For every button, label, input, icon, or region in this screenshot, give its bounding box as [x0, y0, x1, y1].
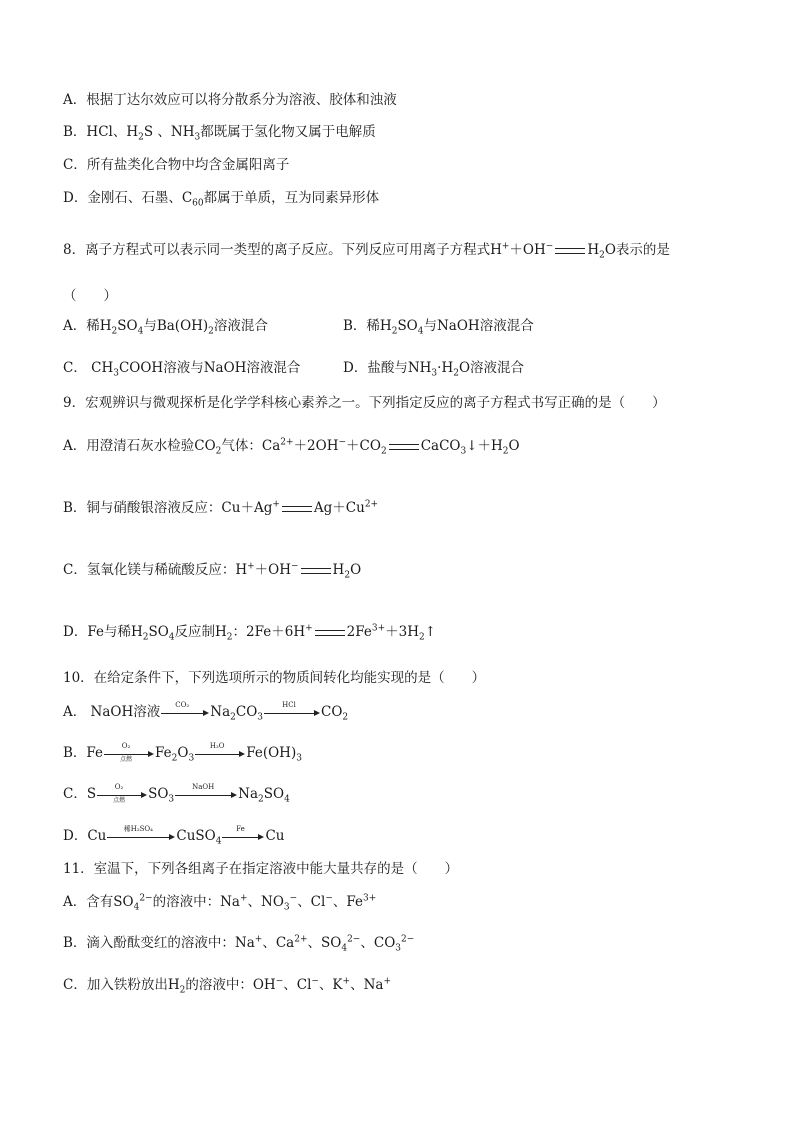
- text-run: 8．离子方程式可以表示同一类型的离子反应。下列反应可用离子方程式H: [63, 242, 502, 258]
- text-run: CuSO: [176, 828, 216, 844]
- text-run: 2−: [347, 934, 361, 945]
- reaction-arrow: [104, 741, 154, 763]
- q9-stem: [63, 393, 666, 415]
- text-run: −: [545, 241, 554, 252]
- text-run: ↓＋H: [466, 438, 503, 454]
- text-run: 、K: [318, 977, 343, 993]
- text-run: 9．宏观辨识与微观探析是化学学科核心素养之一。下列指定反应的离子方程式书写正确的是（ ）: [63, 395, 666, 411]
- text-run: +: [247, 561, 255, 572]
- text-run: B．Fe: [63, 745, 104, 761]
- text-run: Na: [210, 704, 231, 720]
- text-run: O: [350, 562, 362, 578]
- text-run: Fe: [236, 824, 245, 833]
- text-run: 2: [171, 753, 178, 764]
- text-run: H₂O: [209, 741, 225, 750]
- text-run: 2: [419, 632, 425, 643]
- text-run: 4: [284, 794, 290, 805]
- q7-option-a: [63, 90, 397, 112]
- text-run: CO: [235, 704, 258, 720]
- text-run: 2: [142, 632, 149, 643]
- equals-sign: [389, 444, 419, 450]
- text-run: SO: [263, 786, 285, 802]
- text-run: O: [508, 438, 520, 454]
- q10-option-a: [63, 702, 348, 724]
- text-run: 2: [230, 712, 236, 723]
- text-run: 4: [341, 943, 348, 954]
- text-run: ：2Fe＋6H: [232, 624, 306, 640]
- text-run: H: [332, 562, 345, 578]
- q10-option-c: [63, 784, 290, 806]
- reaction-arrow: [107, 824, 175, 844]
- text-run: D．Fe与稀H: [63, 624, 143, 640]
- text-run: 3: [113, 368, 119, 379]
- text-run: C．所有盐类化合物中均含金属阳离子: [63, 157, 290, 173]
- text-run: A． NaOH溶液: [63, 704, 161, 720]
- q10-stem: [63, 668, 485, 690]
- q11-stem: [63, 859, 458, 881]
- text-run: +: [272, 499, 280, 510]
- text-run: C．氢氧化镁与稀硫酸反应：H: [63, 562, 248, 578]
- q8-option-a: [63, 316, 268, 338]
- text-run: −: [325, 893, 333, 904]
- text-run: 2: [380, 446, 387, 457]
- text-run: −: [275, 976, 284, 987]
- text-run: 2: [599, 250, 605, 261]
- text-run: Na: [238, 786, 259, 802]
- text-run: SO: [148, 624, 169, 640]
- text-run: SO: [397, 318, 418, 334]
- text-run: CO₂: [175, 700, 190, 709]
- text-run: 4: [137, 326, 144, 337]
- reaction-arrow: [264, 700, 320, 720]
- reaction-arrow: [161, 700, 209, 720]
- text-run: （ ）: [63, 288, 117, 304]
- text-run: ＋OH: [509, 242, 546, 258]
- text-run: B．铜与硝酸银溶液反应：Cu＋Ag: [63, 500, 273, 516]
- q7-option-b: [63, 122, 376, 144]
- text-run: 2Fe: [346, 624, 372, 640]
- q8-option-c: [63, 358, 300, 380]
- text-run: NaOH: [192, 782, 215, 791]
- text-run: −: [338, 437, 347, 448]
- text-run: Cu: [265, 828, 285, 844]
- text-run: A．根据丁达尔效应可以将分散系分为溶液、胶体和浊液: [63, 92, 397, 108]
- text-run: 3+: [371, 623, 386, 634]
- text-run: 3: [431, 368, 438, 379]
- text-run: 3: [283, 902, 290, 913]
- reaction-arrow: [195, 741, 245, 761]
- q7-option-d: [63, 188, 379, 210]
- text-run: 4: [215, 836, 222, 847]
- text-run: 3: [257, 712, 263, 723]
- text-run: ＋3H: [385, 624, 420, 640]
- text-run: 2−: [139, 893, 153, 904]
- text-run: 3: [460, 446, 467, 457]
- text-run: 、Na: [350, 977, 384, 993]
- q9-option-d: [63, 622, 436, 644]
- text-run: 10．在给定条件下，下列选项所示的物质间转化均能实现的是（ ）: [63, 670, 486, 686]
- equals-sign: [315, 630, 345, 636]
- text-run: Fe(OH): [246, 745, 297, 761]
- text-run: 的溶液中：Na: [152, 894, 240, 910]
- text-run: 2: [111, 326, 118, 337]
- text-run: 与Ba(OH): [143, 318, 209, 334]
- text-run: C．S: [63, 786, 97, 802]
- text-run: 2: [138, 132, 144, 143]
- q11-option-b: [63, 933, 414, 955]
- text-run: CaCO: [420, 438, 461, 454]
- text-run: 3: [188, 753, 195, 764]
- text-run: 3: [395, 943, 401, 954]
- text-run: −: [291, 561, 299, 572]
- text-run: B．HCl、H: [63, 124, 139, 140]
- text-run: 2+: [280, 437, 294, 448]
- q8-option-b: [343, 316, 534, 338]
- text-run: 、CO: [360, 935, 396, 951]
- text-run: C．加入铁粉放出H: [63, 977, 180, 993]
- text-run: Fe: [155, 745, 172, 761]
- text-run: +: [501, 241, 510, 252]
- q8-paren: [63, 286, 117, 308]
- text-run: 2: [215, 446, 222, 457]
- text-run: A．用澄清石灰水检验CO: [63, 438, 216, 454]
- text-run: −: [311, 976, 319, 987]
- reaction-arrow: [175, 782, 237, 802]
- text-run: 2: [344, 570, 351, 581]
- text-run: B．稀H: [343, 318, 392, 334]
- text-run: 4: [417, 326, 424, 337]
- reaction-arrow: [222, 824, 264, 844]
- text-run: D．金刚石、石墨、C: [63, 190, 193, 206]
- text-run: ＋2OH: [293, 438, 339, 454]
- text-run: 都既属于氢化物又属于电解质: [200, 124, 376, 140]
- text-run: O₂: [121, 741, 131, 750]
- text-run: SO: [117, 318, 138, 334]
- text-run: +: [254, 934, 263, 945]
- text-run: H: [587, 242, 600, 258]
- text-run: ＋CO: [346, 438, 381, 454]
- q10-option-b: [63, 743, 302, 765]
- text-run: 2+: [294, 934, 308, 945]
- text-run: 稀H₂SO₄: [123, 824, 153, 833]
- text-run: 、Fe: [332, 894, 364, 910]
- text-run: 的溶液中：OH: [185, 977, 276, 993]
- text-run: +: [342, 976, 351, 987]
- q7-option-c: [63, 155, 289, 177]
- text-run: 3+: [363, 893, 377, 904]
- text-run: 3: [296, 753, 302, 764]
- text-run: B．滴入酚酞变红的溶液中：Na: [63, 935, 255, 951]
- text-run: O溶液混合: [458, 360, 525, 376]
- equals-sign: [555, 248, 585, 254]
- text-run: 4: [133, 902, 140, 913]
- text-run: 2: [502, 446, 509, 457]
- text-run: HCl: [282, 700, 296, 709]
- text-run: 2: [391, 326, 398, 337]
- text-run: D．Cu: [63, 828, 107, 844]
- text-run: 2: [226, 632, 233, 643]
- text-run: 、Cl: [283, 977, 312, 993]
- text-run: 4: [168, 632, 175, 643]
- text-run: S 、NH: [143, 124, 195, 140]
- equals-sign: [282, 506, 312, 512]
- text-run: D．盐酸与NH: [343, 360, 432, 376]
- q9-option-b: [63, 498, 378, 520]
- text-run: +: [305, 623, 313, 634]
- text-run: 2−: [401, 934, 415, 945]
- text-run: 2+: [364, 499, 379, 510]
- text-run: 、SO: [307, 935, 342, 951]
- text-run: 、Cl: [297, 894, 326, 910]
- text-run: 60: [192, 198, 204, 209]
- text-run: ＋OH: [254, 562, 291, 578]
- equals-sign: [301, 568, 331, 574]
- text-run: A．含有SO: [63, 894, 134, 910]
- q8-stem: [63, 240, 670, 262]
- text-run: SO: [148, 786, 169, 802]
- text-run: CO: [321, 704, 343, 720]
- q9-option-c: [63, 560, 361, 582]
- text-run: +: [383, 976, 391, 987]
- text-run: 气体：Ca: [221, 438, 281, 454]
- text-run: C． CH: [63, 360, 114, 376]
- text-run: 3: [194, 132, 201, 143]
- text-run: ·H: [437, 360, 454, 376]
- text-run: 反应制H: [174, 624, 227, 640]
- text-run: −: [289, 893, 298, 904]
- text-run: +: [239, 893, 248, 904]
- text-run: O表示的是: [604, 242, 670, 258]
- q8-option-d: [343, 358, 524, 380]
- text-run: 2: [453, 368, 459, 379]
- text-run: 点燃: [120, 755, 133, 763]
- text-run: 、NO: [247, 894, 284, 910]
- text-run: 3: [168, 794, 175, 805]
- text-run: O: [177, 745, 189, 761]
- text-run: COOH溶液与NaOH溶液混合: [118, 360, 301, 376]
- text-run: Ag＋Cu: [313, 500, 365, 516]
- text-run: 都属于单质，互为同素异形体: [203, 190, 380, 206]
- text-run: 2: [208, 326, 214, 337]
- q10-option-d: [63, 826, 284, 848]
- reaction-arrow: [97, 782, 147, 804]
- text-run: ↑: [424, 624, 437, 640]
- text-run: 2: [179, 985, 186, 996]
- text-run: 与NaOH溶液混合: [423, 318, 534, 334]
- text-run: A．稀H: [63, 318, 112, 334]
- q11-option-c: [63, 975, 391, 997]
- text-run: 溶液混合: [213, 318, 268, 334]
- text-run: O₂: [114, 782, 124, 791]
- q9-option-a: [63, 436, 520, 458]
- text-run: 、Ca: [262, 935, 295, 951]
- text-run: 11．室温下，下列各组离子在指定溶液中能大量共存的是（ ）: [63, 861, 459, 877]
- text-run: 2: [258, 794, 264, 805]
- text-run: 点燃: [113, 796, 126, 804]
- text-run: 2: [342, 712, 349, 723]
- q11-option-a: [63, 892, 376, 914]
